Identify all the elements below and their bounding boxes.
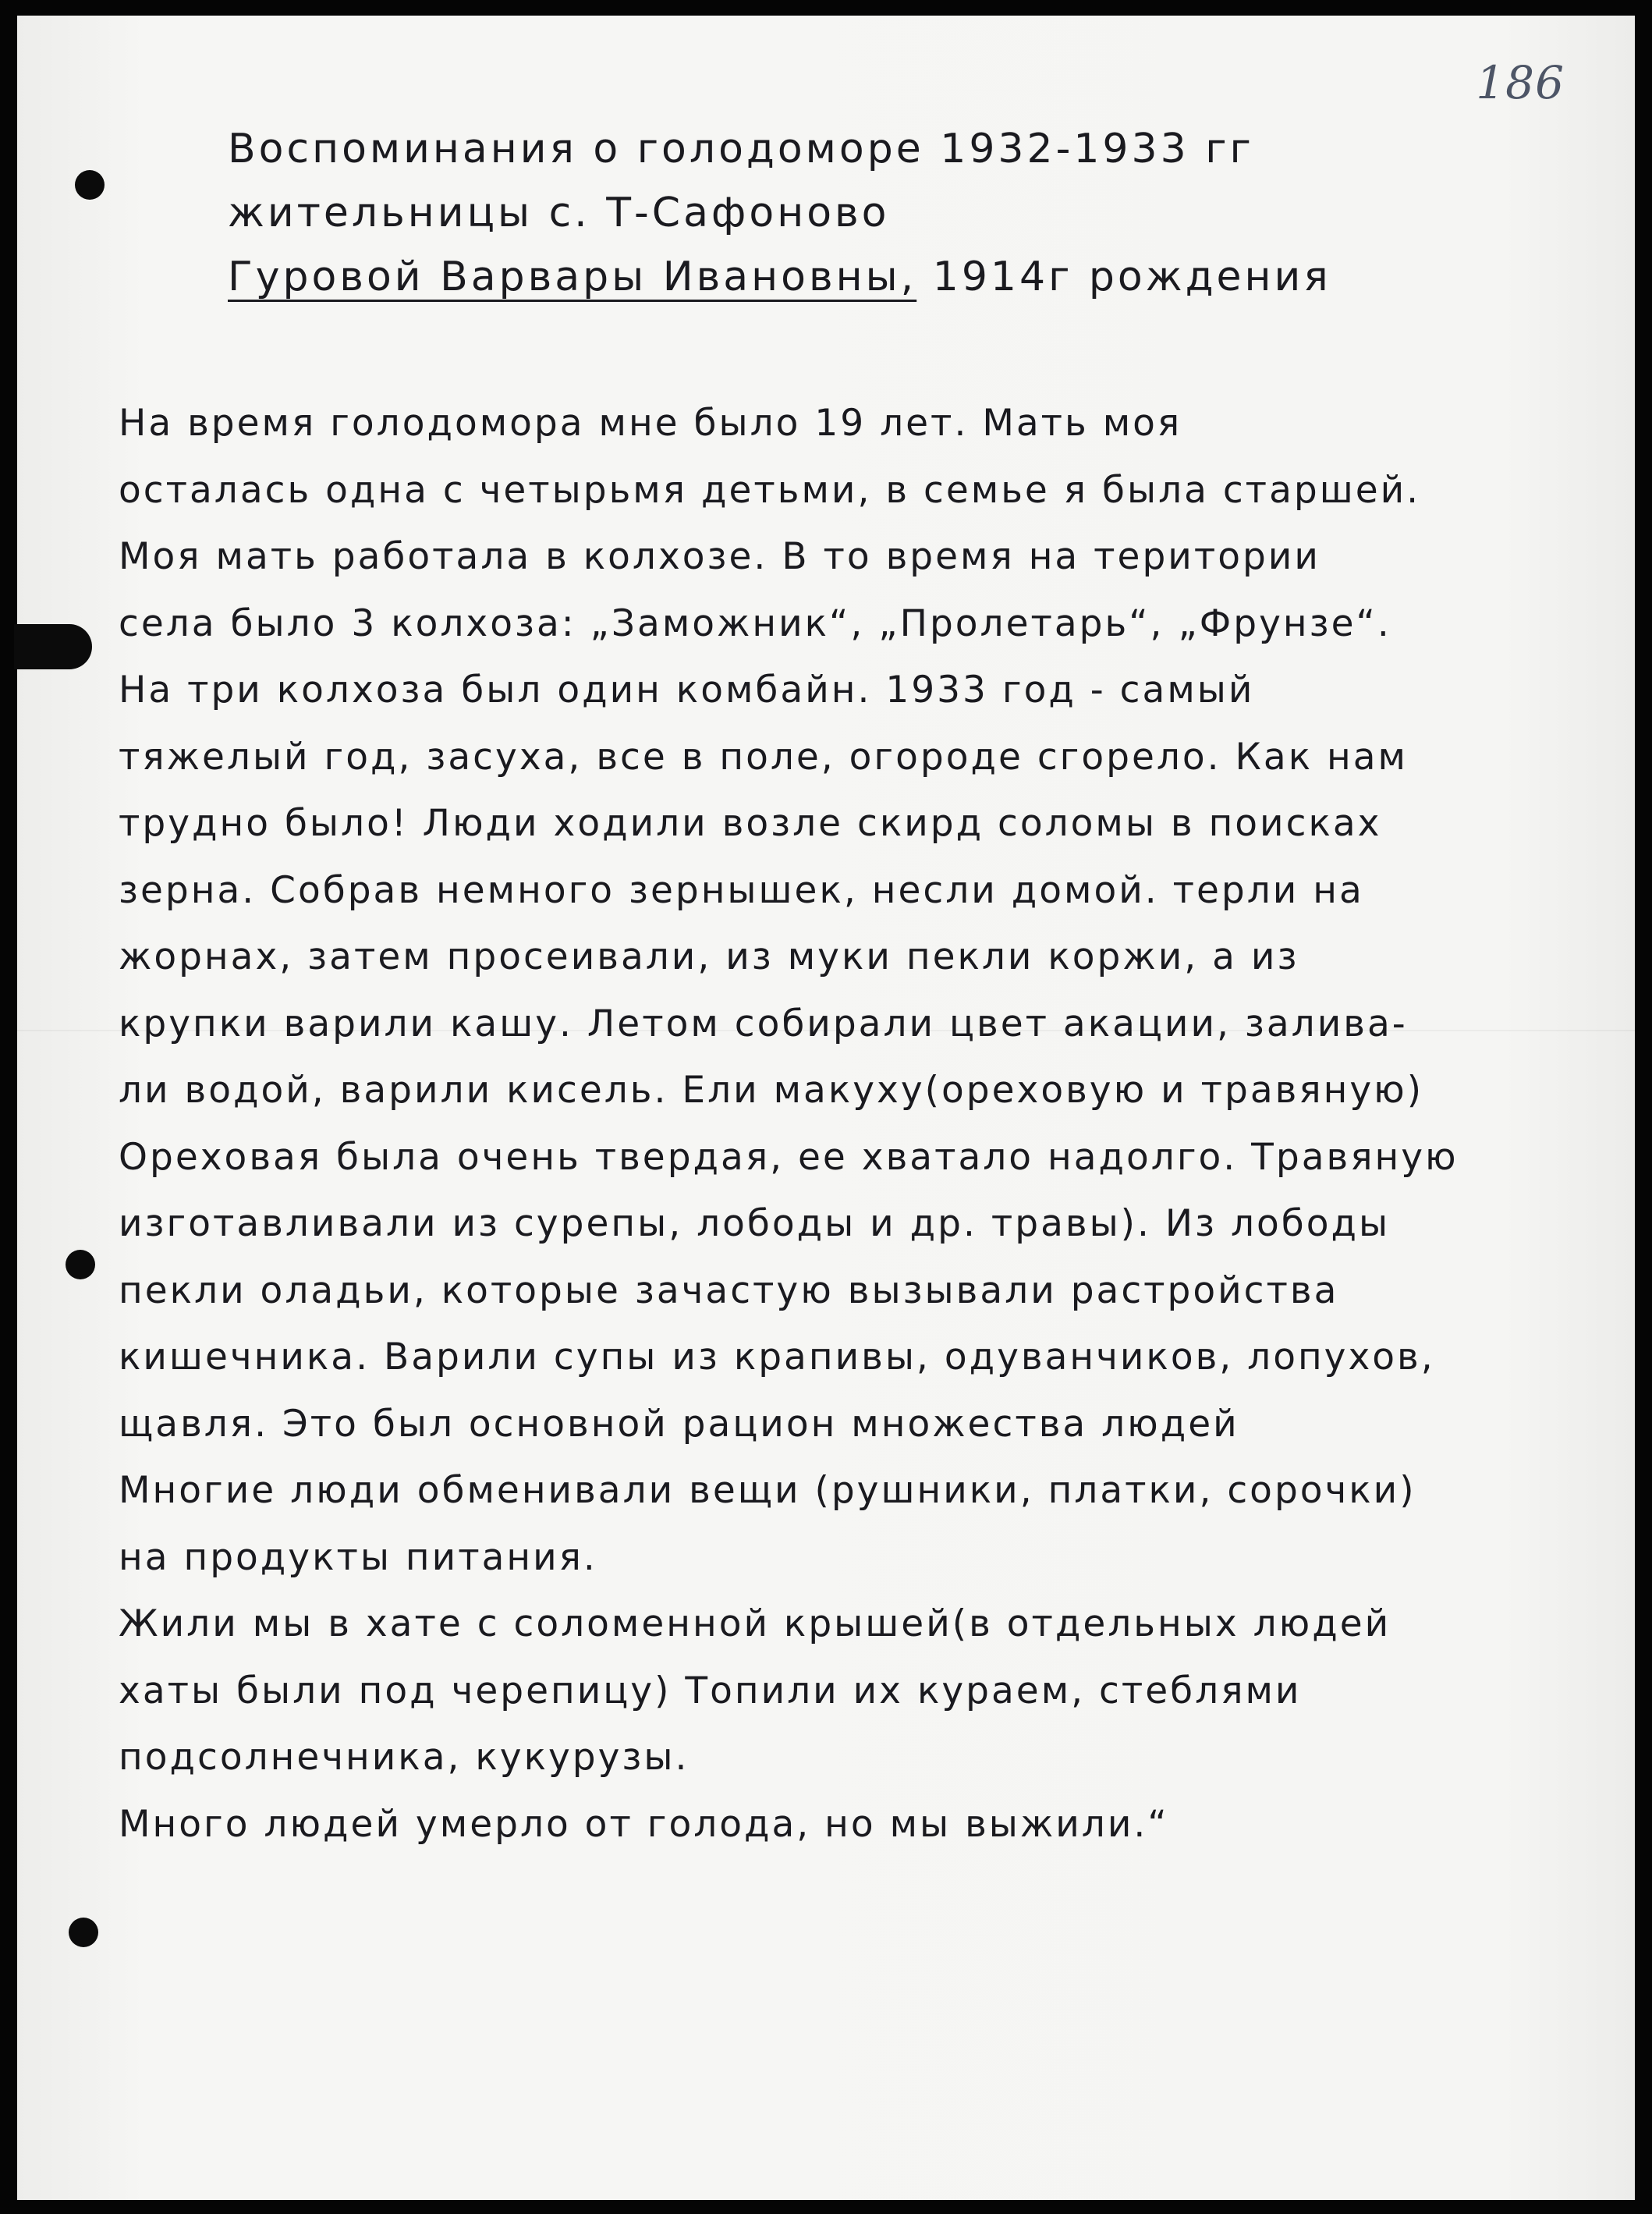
text-line: хаты были под черепицу) Топили их кураем, стеблями [119,1669,1302,1712]
memoir-text [119,390,1585,1857]
text-line: тяжелый год, засуха, все в поле, огороде сгорело. Как нам [119,735,1409,779]
author-name: Гуровой Варвары Ивановны, [228,254,917,300]
torn-edge [14,624,92,669]
text-line: подсолнечника, кукурузы. [119,1736,690,1779]
birth-year: 1914г рождения [916,254,1331,300]
text-line: Многие люди обменивали вещи (рушники, платки, сорочки) [119,1469,1416,1512]
text-line: кишечника. Варили супы из крапивы, одуванчиков, лопухов, [119,1336,1435,1378]
text-line: пекли оладьи, которые зачастую вызывали растройства [119,1268,1339,1312]
text-line: Моя мать работала в колхозе. В то время на територии [119,535,1321,578]
document-page [17,16,1635,2200]
text-line: зерна. Собрав немного зернышек, несли домой. терли на [119,868,1364,912]
text-line: трудно было! Люди ходили возле скирд соломы в поисках [119,802,1382,845]
text-line: на продукты питания. [119,1535,597,1579]
heading-line-3 [228,245,1569,309]
heading-line-1: Воспоминания о голодоморе 1932-1933 гг [228,126,1254,172]
text-line: ли водой, варили кисель. Ели макуху(ореховую и травяную) [119,1069,1424,1112]
punch-hole [75,170,105,200]
text-line: осталась одна с четырьмя детьми, в семье я была старшей. [119,468,1421,512]
heading-line-2: жительницы с. Т-Сафоново [228,190,890,236]
text-line: изготавливали из сурепы, лободы и др. травы). Из лободы [119,1202,1391,1245]
text-line: Ореховая была очень твердая, ее хватало надолго. Травяную [119,1135,1459,1179]
text-line: села было 3 колхоза: „Заможник“, „Пролетарь“, „Фрунзе“. [119,601,1391,645]
text-line: Много людей умерло от голода, но мы выжили.“ [119,1802,1169,1846]
text-line: щавля. Это был основной рацион множества людей [119,1402,1239,1446]
punch-hole [69,1918,98,1947]
text-line: Жили мы в хате с соломенной крышей(в отдельных людей [119,1602,1391,1645]
text-line: На три колхоза был один комбайн. 1933 год - самый [119,669,1255,711]
text-line: На время голодомора мне было 19 лет. Мать моя [119,402,1182,445]
punch-hole [66,1250,95,1279]
page-number: 186 [1476,56,1565,109]
document-heading [228,117,1569,309]
text-line: жорнах, затем просеивали, из муки пекли коржи, а из [119,935,1299,978]
text-line: крупки варили кашу. Летом собирали цвет акации, залива- [119,1002,1408,1045]
